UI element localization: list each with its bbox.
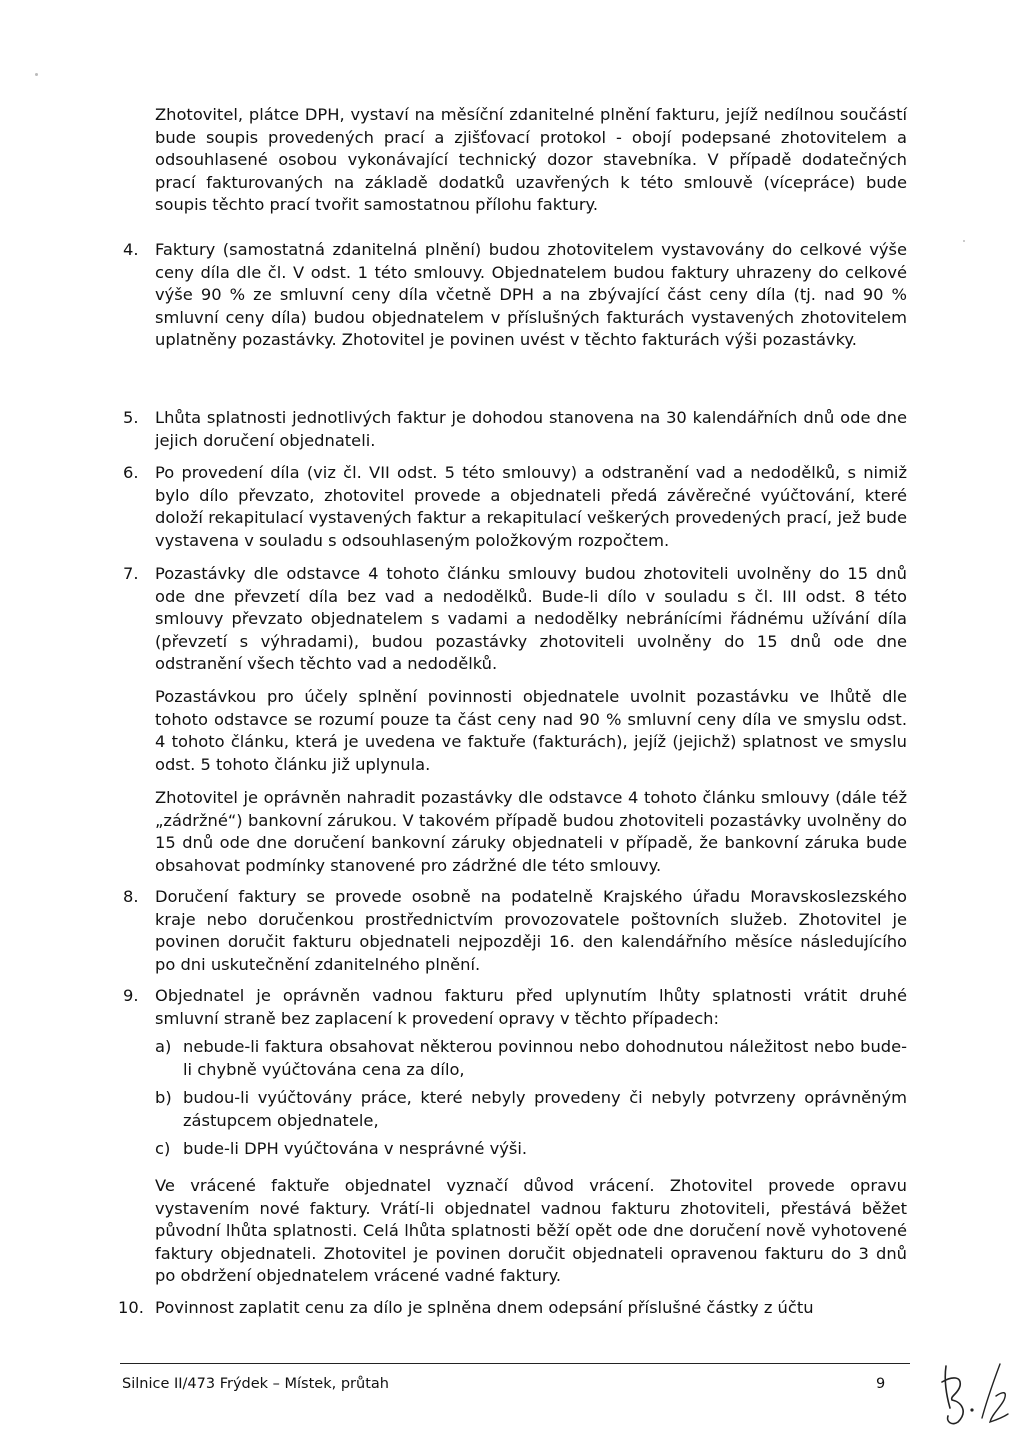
sub-item-c-text: bude-li DPH vyúčtována v nesprávné výši. [183,1139,528,1158]
item-number-8: 8. [123,887,139,906]
page-number: 9 [876,1376,886,1392]
item-6-text: Po provedení díla (viz čl. VII odst. 5 této smlouvy) a odstranění vad a nedodělků, s nimiž bylo dílo převzato, zhotovitel provede a objednateli předá závěrečné vyúčtování, které doloží rekapitulací vystavených faktur a rekapitulací veškerých provedených prací, jež bude vystavena v souladu s odsouhlaseným položkovým rozpočtem. [155,463,907,550]
item-number-6: 6. [123,463,139,482]
item-5-text: Lhůta splatnosti jednotlivých faktur je dohodou stanovena na 30 kalendářních dnů ode dne jejich doručení objednateli. [155,408,907,450]
item-8-text: Doručení faktury se provede osobně na podatelně Krajského úřadu Moravskoslezského kraje nebo doručenkou prostřednictvím provozovatele poštovních služeb. Zhotovitel je povinen doručit fakturu objednateli nejpozději 16. den kalendářního měsíce následujícího po dni uskutečnění zdanitelného plnění. [155,887,907,974]
footer-title: Silnice II/473 Frýdek – Místek, průtah [122,1376,389,1392]
item-7-paragraph-2: Pozastávkou pro účely splnění povinnosti objednatele uvolnit pozastávku ve lhůtě dle tohoto odstavce se rozumí pouze ta část ceny nad 90 % smluvní ceny díla ve smyslu odst. 4 tohoto článku, která je uvedena ve faktuře (fakturách), jejíž (jejichž) splatnost ve smyslu odst. 5 tohoto článku již uplynula. [155,687,907,774]
item-number-5: 5. [123,408,139,427]
footer-divider [120,1363,910,1364]
sub-item-letter-c: c) [155,1139,171,1158]
handwritten-initials-signature [938,1360,1018,1430]
item-number-9: 9. [123,986,139,1005]
sub-item-letter-b: b) [155,1088,172,1107]
item-4-text: Faktury (samostatná zdanitelná plnění) budou zhotovitelem vystavovány do celkové výše ceny díla dle čl. V odst. 1 této smlouvy. Objednatelem budou faktury uhrazeny do celkové výše 90 % ze smluvní ceny díla včetně DPH a na zbývající část ceny díla (tj. nad 90 % smluvní ceny díla) budou objednatelem v příslušných fakturách vystavených zhotovitelem uplatněny pozastávky. Zhotovitel je povinen uvést v těchto fakturách výši pozastávky. [155,240,907,350]
sub-item-letter-a: a) [155,1037,172,1056]
item-number-7: 7. [123,564,139,583]
item-number-10: 10. [118,1298,144,1317]
scan-speck [963,240,965,242]
item-number-4: 4. [123,240,139,259]
sub-item-b-text: budou-li vyúčtovány práce, které nebyly provedeny či nebyly potvrzeny oprávněným zástupcem objednatele, [183,1088,907,1130]
item-7-text: Pozastávky dle odstavce 4 tohoto článku smlouvy budou zhotoviteli uvolněny do 15 dnů ode dne převzetí díla bez vad a nedodělků. Bude-li dílo v souladu s čl. III odst. 8 této smlouvy převzato objednatelem s vadami a nedodělky nebránícími řádnému užívání díla (převzetí s výhradami), budou pozastávky zhotoviteli uvolněny do 15 dnů ode dne odstranění všech těchto vad a nedodělků. [155,564,907,674]
intro-paragraph: Zhotovitel, plátce DPH, vystaví na měsíční zdanitelné plnění fakturu, jejíž nedílnou součástí bude soupis provedených prací a zjišťovací protokol - obojí podepsané zhotovitelem a odsouhlasené osobou vykonávající technický dozor stavebníka. V případě dodatečných prací fakturovaných na základě dodatků uzavřených k této smlouvě (vícepráce) bude soupis těchto prací tvořit samostatnou přílohu faktury. [155,105,907,215]
sub-item-a-text: nebude-li faktura obsahovat některou povinnou nebo dohodnutou náležitost nebo bude-li chybně vyúčtována cena za dílo, [183,1037,907,1079]
item-7-paragraph-3: Zhotovitel je oprávněn nahradit pozastávky dle odstavce 4 tohoto článku smlouvy (dále též „zádržné“) bankovní zárukou. V takovém případě budou zhotoviteli pozastávky uvolněny do 15 dnů ode dne doručení bankovní záruky objednateli v případě, že bankovní záruka bude obsahovat podmínky stanovené pro zádržné dle této smlouvy. [155,788,907,875]
item-10-text: Povinnost zaplatit cenu za dílo je splněna dnem odepsání příslušné částky z účtu [155,1298,814,1317]
item-9-paragraph-2: Ve vrácené faktuře objednatel vyznačí důvod vrácení. Zhotovitel provede opravu vystavením nové faktury. Vrátí-li objednatel vadnou fakturu zhotoviteli, přestává běžet původní lhůta splatnosti. Celá lhůta splatnosti běží opět ode dne doručení nově vyhotovené faktury objednateli. Zhotovitel je povinen doručit objednateli opravenou fakturu do 3 dnů po obdržení objednatelem vrácené vadné faktury. [155,1176,907,1286]
item-9-text: Objednatel je oprávněn vadnou fakturu před uplynutím lhůty splatnosti vrátit druhé smluvní straně bez zaplacení k provedení opravy v těchto případech: [155,986,907,1028]
scan-speck [35,73,38,76]
